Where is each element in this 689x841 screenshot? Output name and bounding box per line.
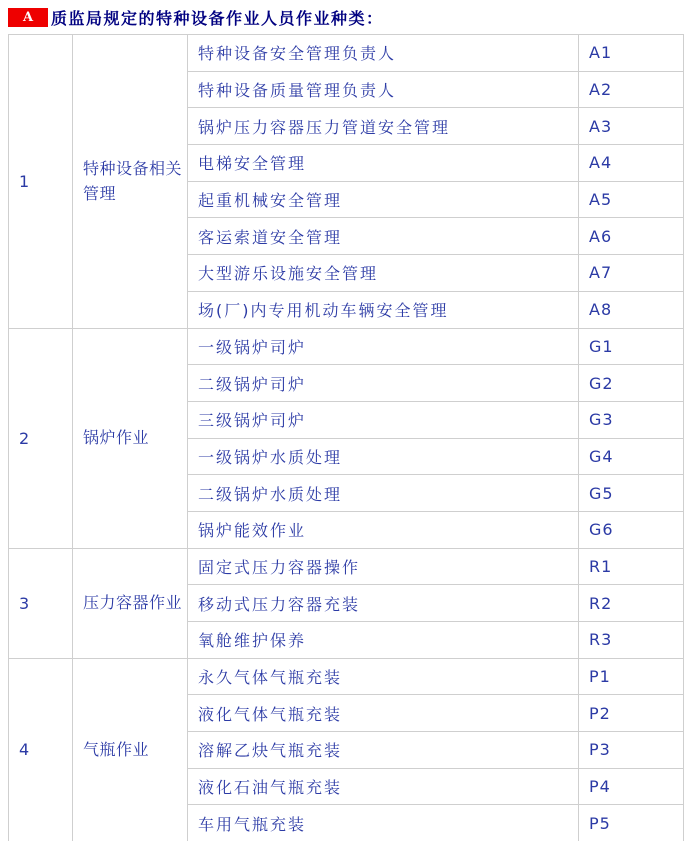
item-name: 车用气瓶充装 [188,805,579,841]
item-code: P1 [579,658,684,695]
page-title [0,0,689,27]
item-code: A3 [579,108,684,145]
item-code: A4 [579,145,684,182]
item-code: P2 [579,695,684,732]
categories-table [8,34,684,841]
item-code: G3 [579,401,684,438]
item-name: 固定式压力容器操作 [188,548,579,585]
item-code: G5 [579,475,684,512]
item-name: 永久气体气瓶充装 [188,658,579,695]
item-name: 起重机械安全管理 [188,181,579,218]
item-name: 锅炉压力容器压力管道安全管理 [188,108,579,145]
table-row [9,35,684,72]
item-code: P4 [579,768,684,805]
item-name: 移动式压力容器充装 [188,585,579,622]
item-code: A8 [579,291,684,328]
section-category: 锅炉作业 [73,328,188,548]
item-code: A1 [579,35,684,72]
table-row [9,658,684,695]
item-code: G2 [579,365,684,402]
item-code: R3 [579,622,684,659]
item-name: 场(厂)内专用机动车辆安全管理 [188,291,579,328]
section-category: 气瓶作业 [73,658,188,841]
item-code: G6 [579,511,684,548]
item-code: P3 [579,732,684,769]
section-marker-badge: A [8,8,48,27]
item-name: 二级锅炉水质处理 [188,475,579,512]
section-number: 1 [9,35,73,329]
section-category: 压力容器作业 [73,548,188,658]
item-name: 二级锅炉司炉 [188,365,579,402]
table-row [9,328,684,365]
item-name: 液化气体气瓶充装 [188,695,579,732]
item-name: 一级锅炉水质处理 [188,438,579,475]
item-code: R1 [579,548,684,585]
item-name: 特种设备安全管理负责人 [188,35,579,72]
item-code: A2 [579,71,684,108]
item-name: 三级锅炉司炉 [188,401,579,438]
section-number: 4 [9,658,73,841]
page-title-text: 质监局规定的特种设备作业人员作业种类： [51,8,384,28]
item-code: P5 [579,805,684,841]
item-code: R2 [579,585,684,622]
item-code: A5 [579,181,684,218]
item-name: 客运索道安全管理 [188,218,579,255]
table-row [9,548,684,585]
item-code: G4 [579,438,684,475]
categories-table-body [9,35,684,841]
item-code: G1 [579,328,684,365]
item-name: 电梯安全管理 [188,145,579,182]
section-category: 特种设备相关管理 [73,35,188,329]
section-number: 3 [9,548,73,658]
item-name: 氧舱维护保养 [188,622,579,659]
item-name: 一级锅炉司炉 [188,328,579,365]
item-code: A6 [579,218,684,255]
item-code: A7 [579,255,684,292]
item-name: 大型游乐设施安全管理 [188,255,579,292]
item-name: 特种设备质量管理负责人 [188,71,579,108]
item-name: 溶解乙炔气瓶充装 [188,732,579,769]
item-name: 液化石油气瓶充装 [188,768,579,805]
item-name: 锅炉能效作业 [188,511,579,548]
section-number: 2 [9,328,73,548]
